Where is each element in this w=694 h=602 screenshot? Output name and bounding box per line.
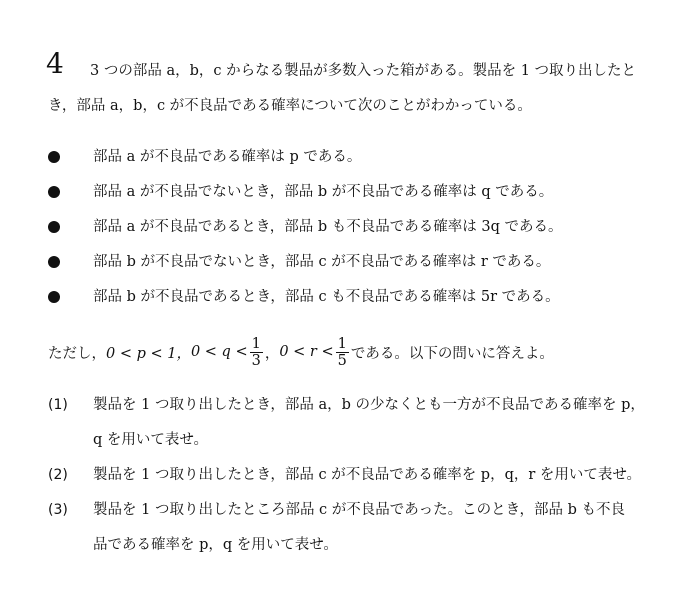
- constraint-r: 0 < r <: [279, 344, 334, 360]
- question-label: (1): [48, 397, 68, 413]
- intro-line-2: き，部品 a，b，c が不良品である確率について次のことがわかっている。: [48, 98, 532, 114]
- condition-list: [48, 146, 668, 321]
- question-text-line: 品である確率を p，q を用いて表せ。: [93, 537, 338, 553]
- fraction-numerator: 1: [337, 335, 347, 352]
- bullet-text: 部品 b が不良品でないとき，部品 c が不良品である確率は r である。: [93, 254, 551, 270]
- bullet-dot-icon: [48, 151, 60, 163]
- bullet-item: [48, 251, 668, 286]
- bullet-text: 部品 a が不良品である確率は p である。: [93, 149, 362, 165]
- fraction-denominator: 3: [251, 352, 261, 369]
- bullet-dot-icon: [48, 256, 60, 268]
- question-item: [48, 499, 658, 569]
- question-text-line: 製品を 1 つ取り出したとき，部品 c が不良品である確率を p，q，r を用いて表せ。: [93, 467, 641, 483]
- constraint-q: 0 < q <: [190, 344, 248, 360]
- bullet-item: [48, 146, 668, 181]
- constraint-separator: ，: [264, 345, 280, 362]
- bullet-dot-icon: [48, 221, 60, 233]
- question-list: [48, 394, 658, 569]
- bullet-text: 部品 b が不良品であるとき，部品 c も不良品である確率は 5r である。: [93, 289, 560, 305]
- constraint-p: 0 < p < 1，: [106, 345, 191, 362]
- question-label: (2): [48, 467, 68, 483]
- bullet-item: [48, 216, 668, 251]
- constraint-prefix: ただし，: [48, 345, 106, 362]
- bullet-dot-icon: [48, 291, 60, 303]
- bullet-text: 部品 a が不良品でないとき，部品 b が不良品である確率は q である。: [93, 184, 554, 200]
- fraction-one-third: [250, 336, 263, 369]
- bullet-text: 部品 a が不良品であるとき，部品 b も不良品である確率は 3q である。: [93, 219, 563, 235]
- constraint-suffix: である。以下の問いに答えよ。: [350, 345, 554, 362]
- question-text-line: q を用いて表せ。: [93, 432, 208, 448]
- bullet-item: [48, 286, 668, 321]
- problem-number: 4: [46, 47, 64, 80]
- fraction-numerator: 1: [251, 335, 261, 352]
- question-item: [48, 464, 658, 499]
- bullet-dot-icon: [48, 186, 60, 198]
- bullet-item: [48, 181, 668, 216]
- constraint-line: [48, 332, 554, 372]
- question-text-line: 製品を 1 つ取り出したとき，部品 a，b の少なくとも一方が不良品である確率を p，: [93, 397, 645, 413]
- question-item: [48, 394, 658, 464]
- question-text-line: 製品を 1 つ取り出したところ部品 c が不良品であった。このとき，部品 b も不良: [93, 502, 626, 518]
- fraction-denominator: 5: [337, 352, 347, 369]
- question-label: (3): [48, 502, 68, 518]
- intro-line-1: 3 つの部品 a，b，c からなる製品が多数入った箱がある。製品を 1 つ取り出したと: [90, 63, 637, 79]
- fraction-one-fifth: [336, 336, 349, 369]
